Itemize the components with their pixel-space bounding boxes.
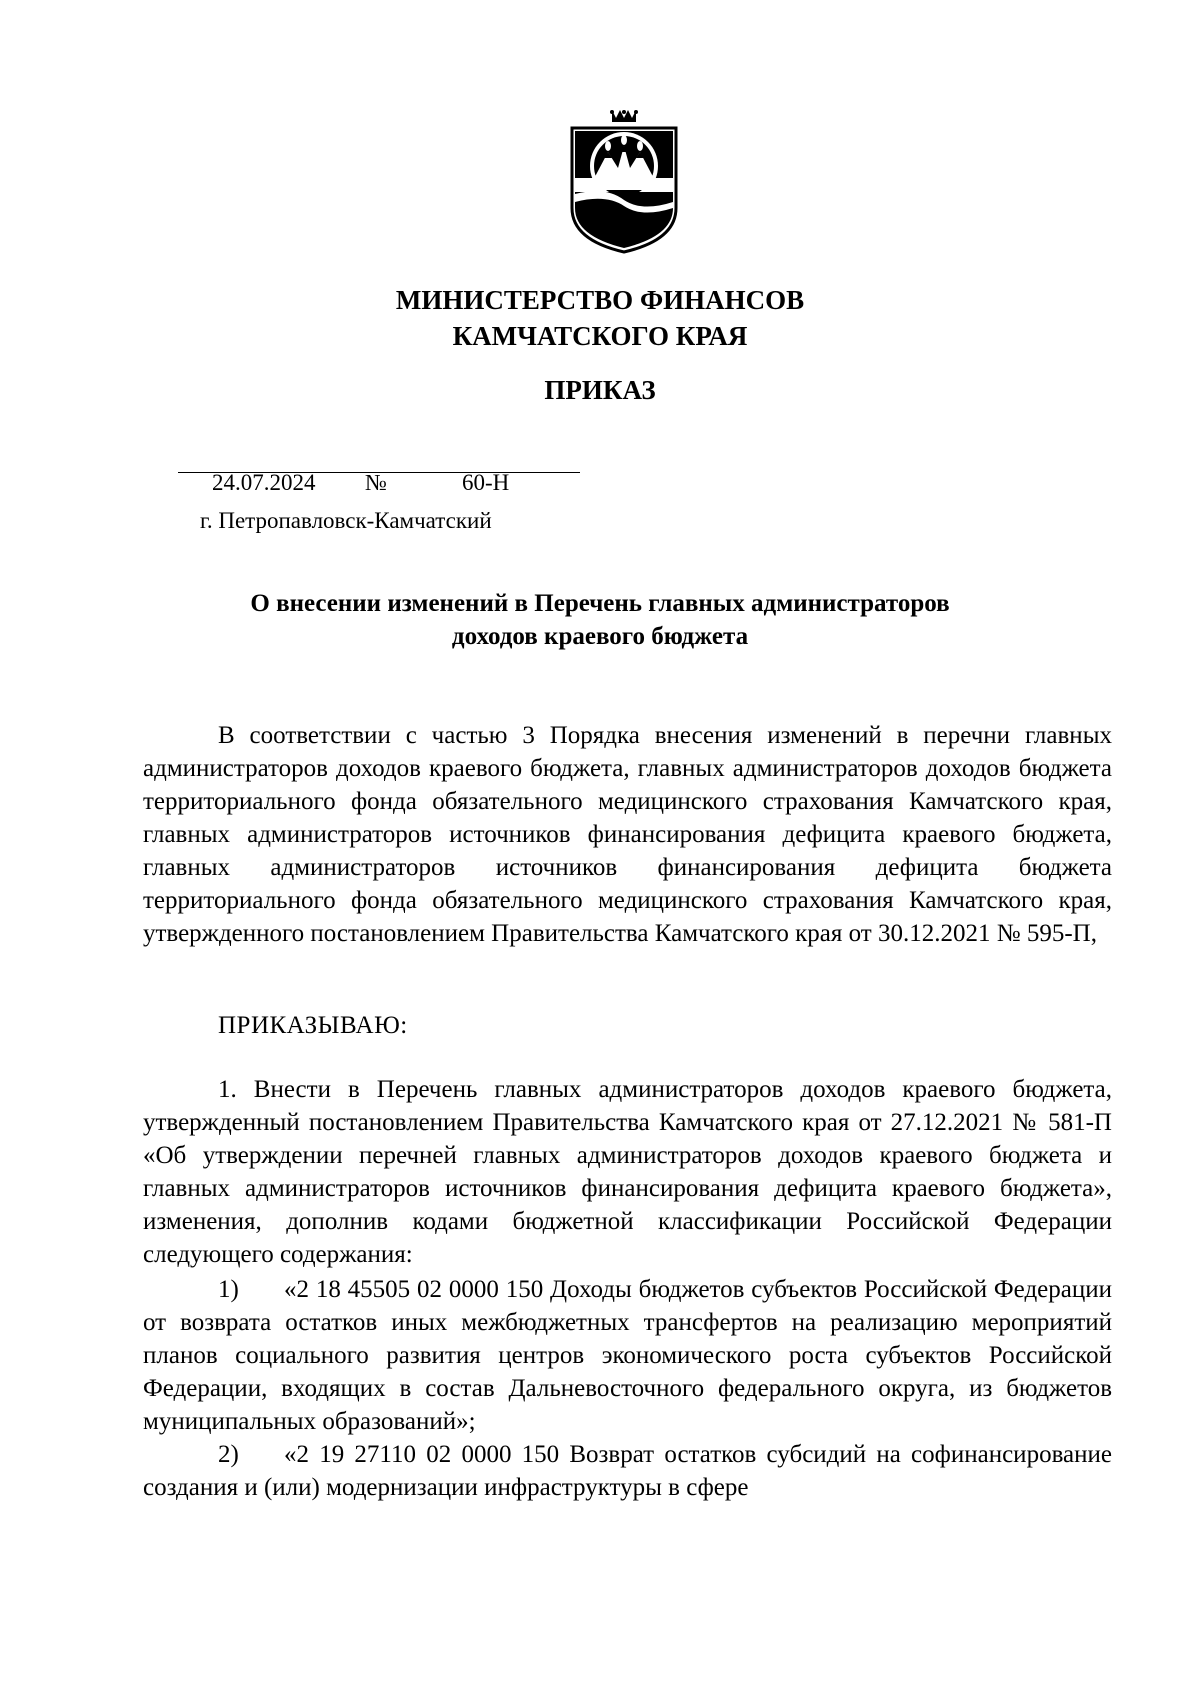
preamble-paragraph: В соответствии с частью 3 Порядка внесения изменений в перечни главных администраторов доходов краевого бюджета, главных администраторов доходов бюджета территориального фонда обязательного медицинского страхования Камчатского края, главных администраторов источников финансирования дефицита краевого бюджета, главных администраторов источников финансирования дефицита бюджета территориального фонда обязательного медицинского страхования Камчатского края, утвержденного постановлением Правительства Камчатского края от 30.12.2021 № 595-П,: [143, 722, 1112, 947]
clause-1-paragraph: 1. Внести в Перечень главных администраторов доходов краевого бюджета, утвержденный постановлением Правительства Камчатского края от 27.12.2021 № 581-П «Об утверждении перечней главных администраторов доходов краевого бюджета и главных администраторов источников финансирования дефицита краевого бюджета», изменения, дополнив кодами бюджетной классификации Российской Федерации следующего содержания:: [143, 1076, 1112, 1268]
document-type: ПРИКАЗ: [544, 375, 656, 405]
document-subject: [0, 587, 1200, 653]
document-date: 24.07.2024: [212, 470, 316, 495]
meta-underline: [178, 472, 580, 473]
list-item-number: 2): [218, 1441, 239, 1468]
ministry-name: [0, 282, 1200, 354]
subject-line-2: доходов краевого бюджета: [451, 623, 749, 650]
list-item-text: «2 19 27110 02 0000 150 Возврат остатков субсидий на софинансирование создания и (или) модернизации инфраструктуры в сфере: [143, 1441, 1112, 1501]
list-item-text: «2 18 45505 02 0000 150 Доходы бюджетов субъектов Российской Федерации от возврата остатков иных межбюджетных трансфертов на реализацию мероприятий планов социального развития центров экономического роста субъектов Российской Федерации, входящих в состав Дальневосточного федерального округа, из бюджетов муниципальных образований»;: [143, 1276, 1112, 1435]
ministry-line-1: МИНИСТЕРСТВО ФИНАНСОВ: [395, 285, 805, 315]
number-sign: №: [365, 470, 387, 495]
list-item: [143, 1273, 1112, 1438]
ministry-line-2: КАМЧАТСКОГО КРАЯ: [452, 321, 748, 351]
list-item-number: 1): [218, 1276, 239, 1303]
document-city: г. Петропавловск-Камчатский: [200, 508, 492, 533]
order-word: ПРИКАЗЫВАЮ:: [218, 1012, 408, 1039]
list-item: [143, 1438, 1112, 1504]
subject-line-1: О внесении изменений в Перечень главных администраторов: [250, 590, 950, 617]
coat-of-arms-icon: [566, 108, 682, 254]
document-number: 60-Н: [462, 470, 510, 495]
